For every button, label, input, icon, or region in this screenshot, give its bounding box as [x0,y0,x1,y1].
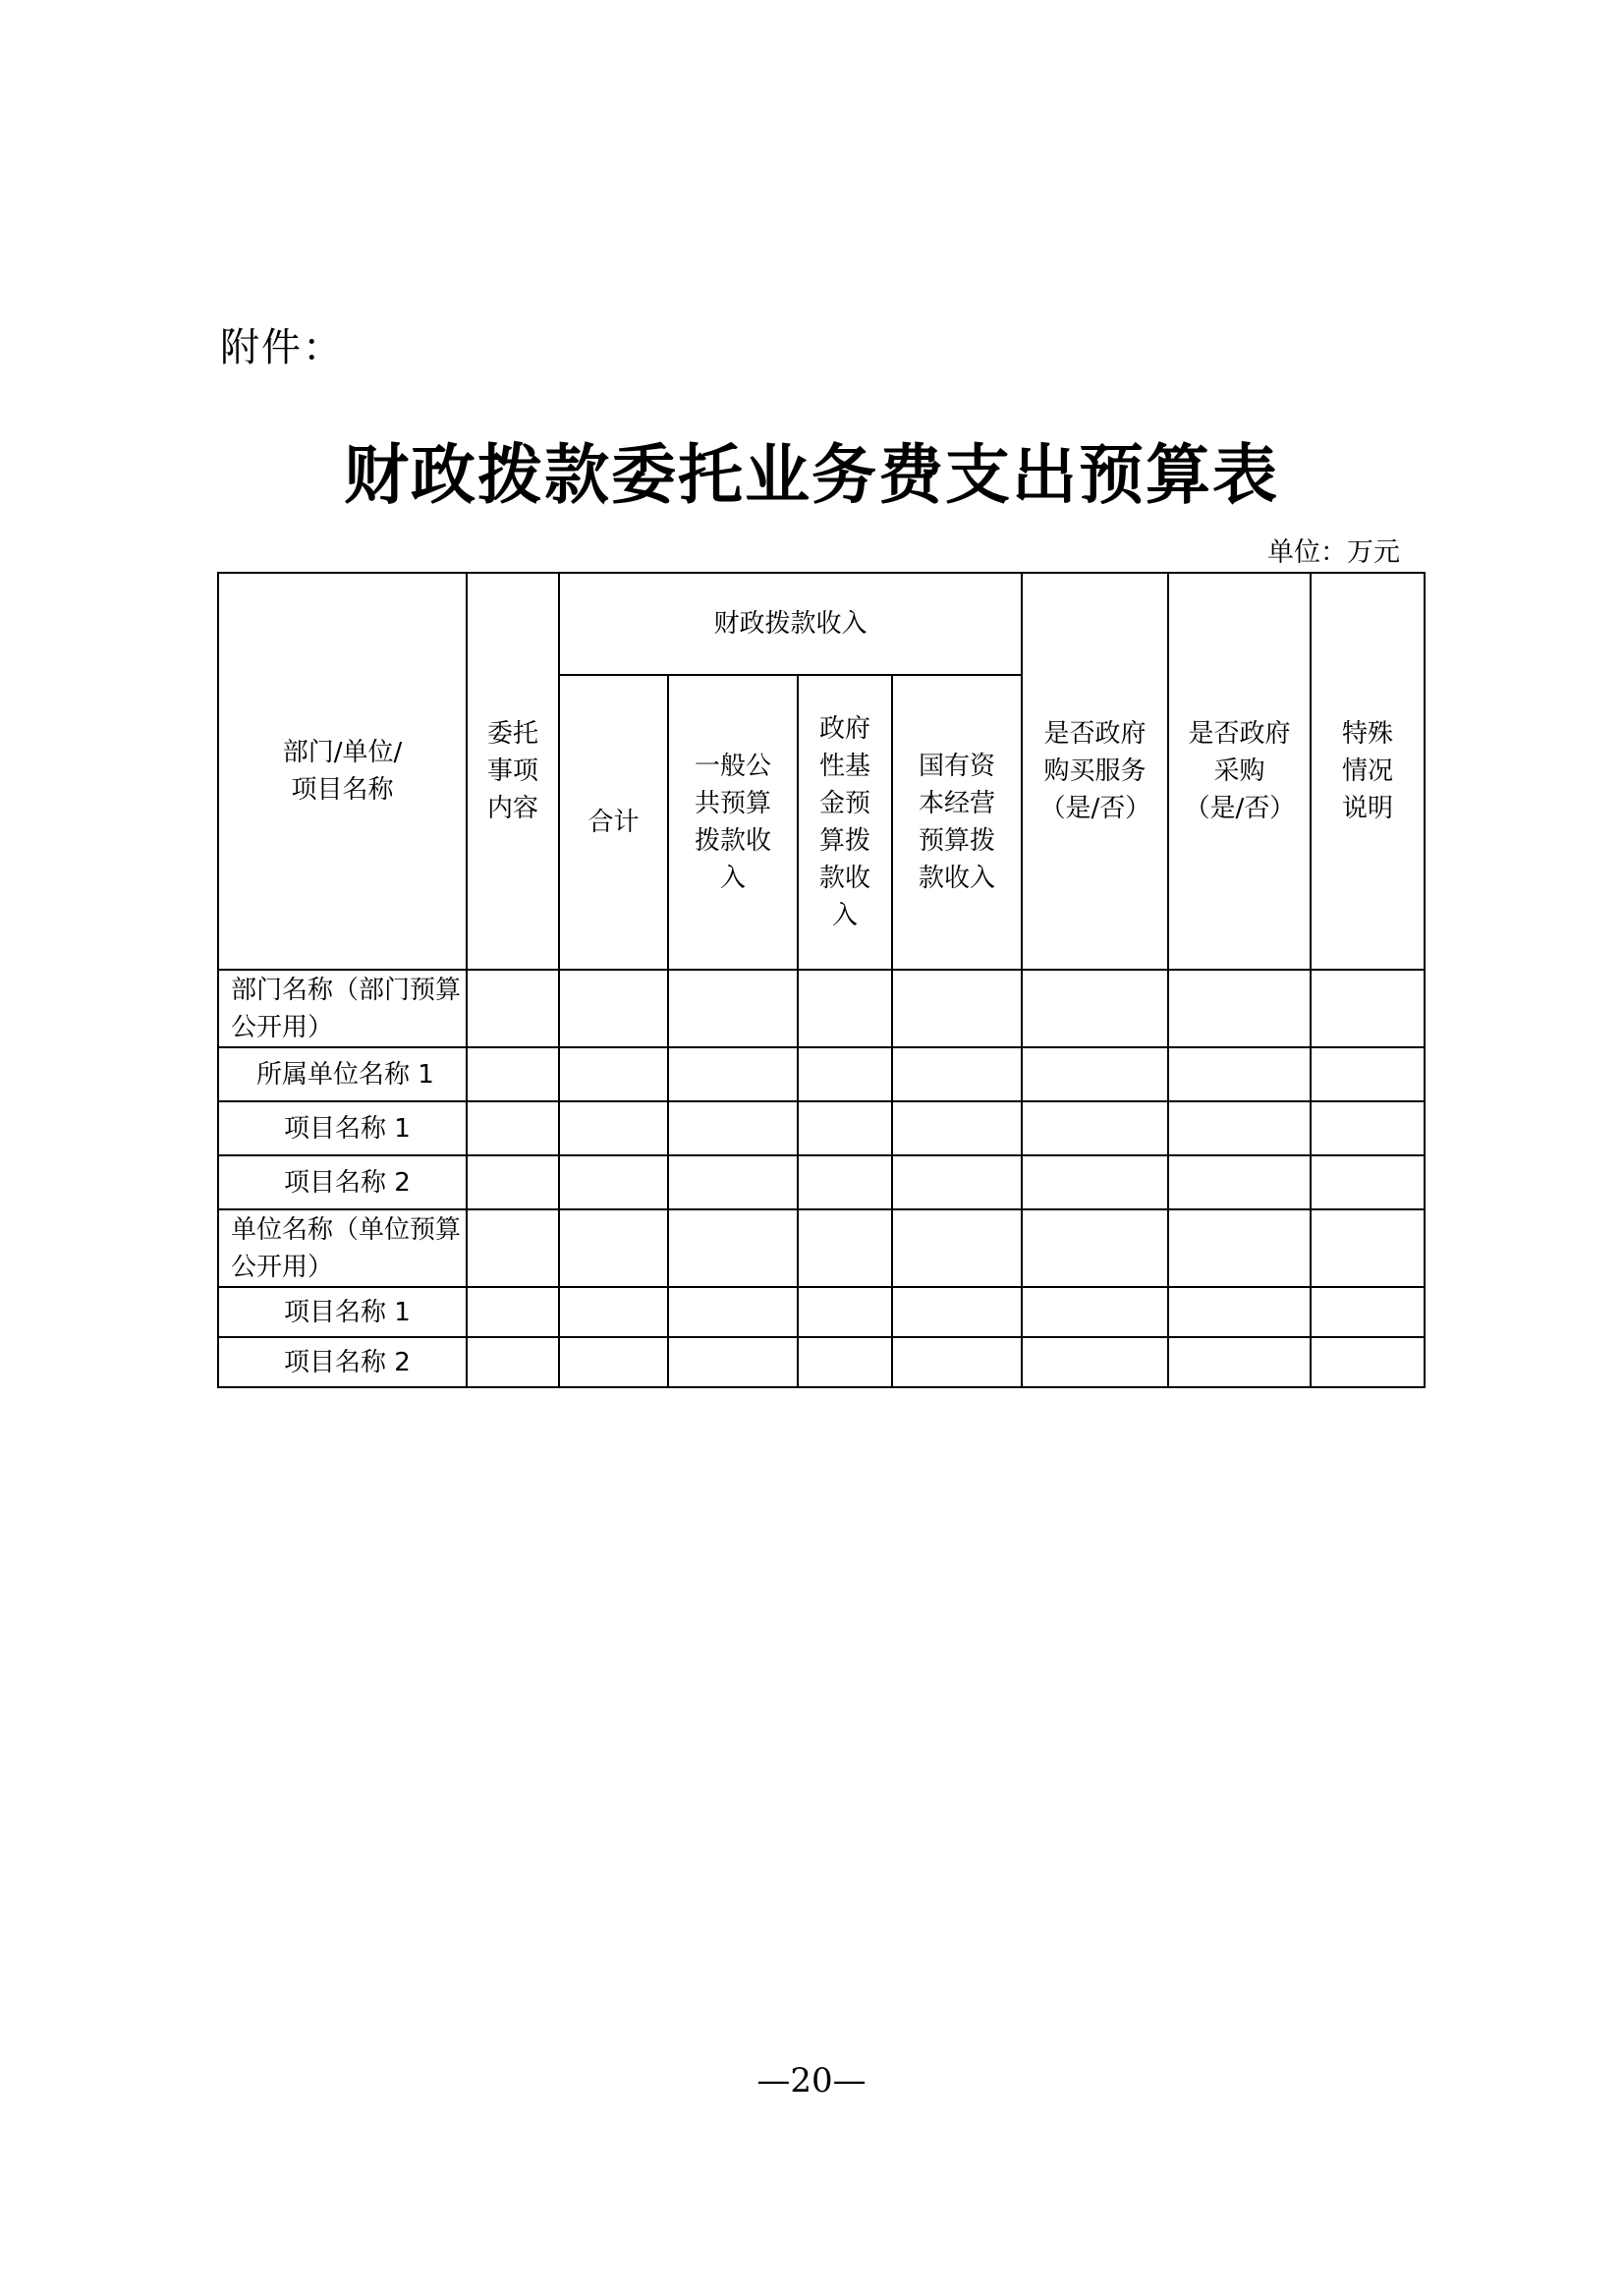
cell-general [668,1209,798,1287]
table-row [218,1101,1425,1155]
cell-gov-purchase [1168,1287,1311,1337]
row-name: 项目名称 1 [218,1101,467,1155]
budget-table [217,572,1426,1388]
cell-gov-purchase [1168,1209,1311,1287]
cell-content [467,1155,559,1209]
header-general: 一般公共预算拨款收入 [668,675,798,970]
table-row [218,1047,1425,1101]
table-row [218,1337,1425,1387]
cell-fund [798,1337,892,1387]
cell-fund [798,1209,892,1287]
cell-gov-service [1022,1337,1168,1387]
cell-general [668,1337,798,1387]
row-name: 所属单位名称 1 [218,1047,467,1101]
header-fund: 政府性基金预算拨款收入 [798,675,892,970]
cell-total [559,1101,668,1155]
header-row-1 [218,573,1425,675]
header-special: 特殊情况说明 [1311,573,1425,970]
cell-gov-purchase [1168,1155,1311,1209]
cell-fund [798,1287,892,1337]
cell-general [668,1155,798,1209]
cell-special [1311,970,1425,1047]
cell-general [668,1047,798,1101]
cell-fund [798,1155,892,1209]
cell-gov-service [1022,1287,1168,1337]
row-name: 项目名称 2 [218,1337,467,1387]
cell-total [559,1337,668,1387]
cell-content [467,1209,559,1287]
header-gov-purchase: 是否政府采购（是/否） [1168,573,1311,970]
cell-content [467,1101,559,1155]
row-name: 项目名称 1 [218,1287,467,1337]
cell-fund [798,1101,892,1155]
row-name: 项目名称 2 [218,1155,467,1209]
cell-state [892,970,1022,1047]
cell-special [1311,1101,1425,1155]
cell-general [668,970,798,1047]
cell-state [892,1155,1022,1209]
table-row [218,1155,1425,1209]
header-dept: 部门/单位/项目名称 [218,573,467,970]
cell-total [559,1155,668,1209]
cell-state [892,1337,1022,1387]
cell-gov-service [1022,1047,1168,1101]
header-gov-service: 是否政府购买服务（是/否） [1022,573,1168,970]
cell-content [467,1287,559,1337]
cell-content [467,1337,559,1387]
cell-general [668,1287,798,1337]
cell-total [559,1287,668,1337]
cell-general [668,1101,798,1155]
cell-content [467,1047,559,1101]
table-row [218,970,1425,1047]
cell-fund [798,970,892,1047]
header-income-group: 财政拨款收入 [559,573,1022,675]
cell-gov-purchase [1168,1337,1311,1387]
cell-gov-service [1022,1209,1168,1287]
cell-special [1311,1209,1425,1287]
cell-gov-service [1022,970,1168,1047]
cell-special [1311,1337,1425,1387]
cell-total [559,1209,668,1287]
cell-state [892,1047,1022,1101]
header-content: 委托事项内容 [467,573,559,970]
cell-gov-service [1022,1155,1168,1209]
cell-total [559,1047,668,1101]
row-name: 单位名称（单位预算公开用） [218,1209,467,1287]
cell-special [1311,1287,1425,1337]
table-row [218,1287,1425,1337]
attachment-label: 附件： [220,325,344,370]
cell-fund [798,1047,892,1101]
cell-special [1311,1155,1425,1209]
cell-gov-service [1022,1101,1168,1155]
page-number: —20— [756,2061,867,2100]
cell-gov-purchase [1168,970,1311,1047]
header-state: 国有资本经营预算拨款收入 [892,675,1022,970]
row-name: 部门名称（部门预算公开用） [218,970,467,1047]
cell-special [1311,1047,1425,1101]
cell-state [892,1101,1022,1155]
cell-total [559,970,668,1047]
unit-label: 单位：万元 [1267,537,1400,568]
page-title: 财政拨款委托业务费支出预算表 [344,437,1279,513]
cell-state [892,1209,1022,1287]
cell-gov-purchase [1168,1101,1311,1155]
table-row [218,1209,1425,1287]
cell-gov-purchase [1168,1047,1311,1101]
cell-state [892,1287,1022,1337]
cell-content [467,970,559,1047]
header-total: 合计 [559,675,668,970]
